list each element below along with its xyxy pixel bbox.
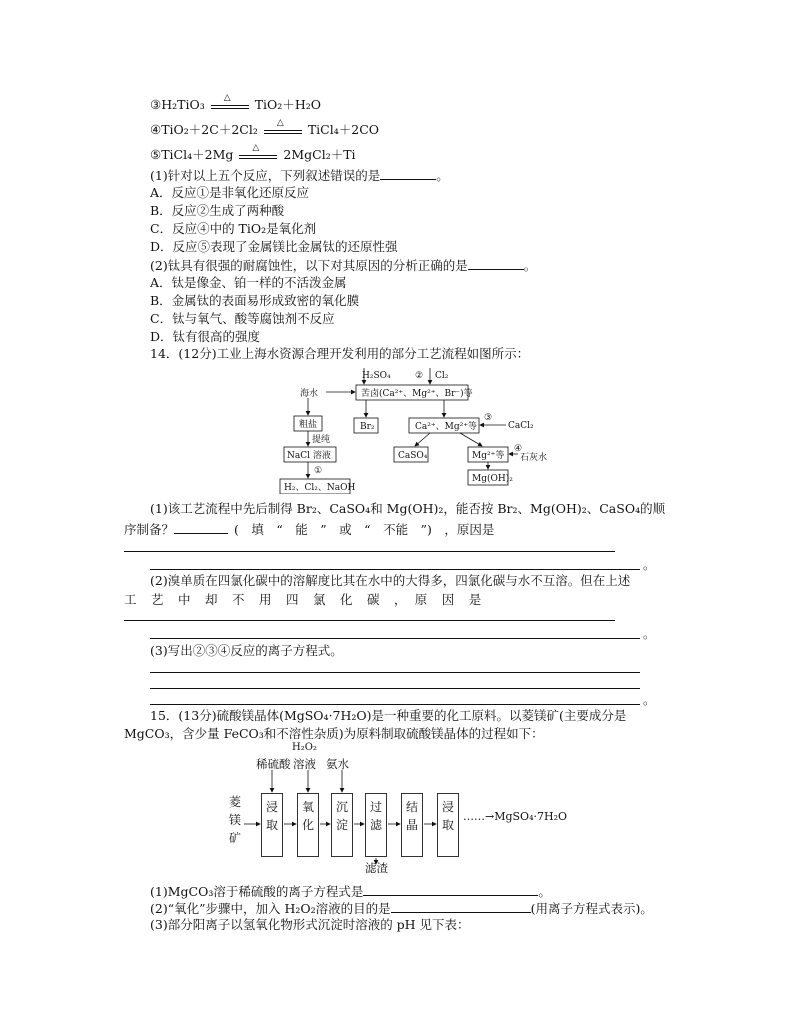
problem-14-title: 14．(12分)工业上海水资源合理开发利用的部分工艺流程如图所示： xyxy=(150,346,530,361)
step-precipitate: 沉淀 xyxy=(331,793,353,857)
problem-15-title-line1: 15．(13分)硫酸镁晶体(MgSO₄·7H₂O)是一种重要的化工原料。以菱镁矿(主要成分是 xyxy=(150,708,627,723)
reaction-3 xyxy=(150,92,321,113)
label-step3: ③ xyxy=(484,413,493,423)
problem-15-q2: (2)“氧化”步骤中，加入 H₂O₂溶液的目的是 (用离子方程式表示)。 xyxy=(150,901,653,916)
residue-label: 滤渣 xyxy=(365,861,388,875)
step-oxidize: 氧化 xyxy=(297,793,319,857)
answer-line[interactable] xyxy=(124,620,615,621)
product-mgso4: ……→MgSO₄·7H₂O xyxy=(463,810,568,823)
question-1: (1)针对以上五个反应，下列叙述错误的是 。 xyxy=(150,168,449,183)
label-step1: ① xyxy=(314,466,323,476)
problem-15-q1: (1)MgCO₃溶于稀硫酸的离子方程式是 。 xyxy=(150,884,551,899)
problem-14-q2-line1: (2)溴单质在四氯化碳中的溶解度比其在水中的大得多，四氯化碳与水不互溶。但在上述 xyxy=(150,573,631,588)
label-crude-salt: 粗盐 xyxy=(299,420,318,430)
answer-line[interactable] xyxy=(150,638,640,639)
problem-14-q1-line1: (1)该工艺流程中先后制得 Br₂、CaSO₄和 Mg(OH)₂，能否按 Br₂、Mg(OH)₂、CaSO₄的顺 xyxy=(150,501,666,516)
label-mg: Mg²⁺等 xyxy=(472,451,505,461)
heat-equal-sign: △ xyxy=(239,149,277,163)
problem-14-q3: (3)写出②③④反应的离子方程式。 xyxy=(150,643,343,658)
option-b: B．反应②生成了两种酸 xyxy=(150,203,285,218)
reagent-ammonia: 氨水 xyxy=(326,757,349,771)
problem-14-q1-line2: 序制备？ ( 填 “ 能 ” 或 “ 不能 ”) ，原因是 xyxy=(124,522,495,537)
option-c: C．反应④中的 TiO₂是氧化剂 xyxy=(150,221,317,236)
heat-equal-sign: △ xyxy=(211,99,249,113)
answer-line[interactable] xyxy=(150,704,640,705)
answer-line[interactable] xyxy=(150,569,640,570)
option-d: D．反应⑤表现了金属镁比金属钛的还原性强 xyxy=(150,239,398,254)
reaction-4 xyxy=(150,117,380,138)
label-br2: Br₂ xyxy=(360,422,375,432)
reaction-4-left: ④TiO₂＋2C＋2Cl₂ xyxy=(150,122,258,137)
seawater-flow-diagram xyxy=(270,364,550,494)
magnesium-sulfate-flow-arrows xyxy=(240,770,470,865)
label-nacl: NaCl 溶液 xyxy=(287,451,331,461)
answer-blank[interactable] xyxy=(380,167,436,180)
reaction-5-right: 2MgCl₂＋Ti xyxy=(283,147,356,162)
problem-15-title-line2: MgCO₃，含少量 FeCO₃和不溶性杂质)为原料制取硫酸镁晶体的过程如下： xyxy=(124,726,544,741)
step-leach: 浸取 xyxy=(261,793,283,857)
label-cl2: Cl₂ xyxy=(435,371,449,381)
reaction-5-left: ⑤TiCl₄＋2Mg xyxy=(150,147,234,162)
source-magnesite: 菱镁矿 xyxy=(228,795,241,845)
step-leach-2: 浸取 xyxy=(437,793,459,857)
period: 。 xyxy=(643,693,656,707)
label-step2: ② xyxy=(415,371,424,381)
reaction-5 xyxy=(150,142,356,163)
label-products: H₂、Cl₂、NaOH xyxy=(284,483,356,493)
option-c: C．钛与氧气、酸等腐蚀剂不反应 xyxy=(150,311,335,326)
label-step4: ④ xyxy=(514,444,523,454)
label-brine: 苦卤(Ca²⁺、Mg²⁺、Br⁻)等 xyxy=(361,389,473,399)
answer-blank[interactable] xyxy=(468,257,524,270)
step-crystallize: 结晶 xyxy=(401,793,423,857)
period: 。 xyxy=(643,627,656,641)
heat-equal-sign: △ xyxy=(264,124,302,138)
label-h2so4: H₂SO₄ xyxy=(362,371,391,381)
problem-15-q3: (3)部分阳离子以氢氧化物形式沉淀时溶液的 pH 见下表： xyxy=(150,917,470,932)
label-cacl2: CaCl₂ xyxy=(508,421,534,431)
answer-blank[interactable] xyxy=(391,900,531,913)
answer-line[interactable] xyxy=(150,672,640,673)
label-mgoh2: Mg(OH)₂ xyxy=(472,474,513,484)
answer-line[interactable] xyxy=(124,551,615,552)
option-a: A．反应①是非氧化还原反应 xyxy=(150,185,310,200)
reaction-4-right: TiCl₄＋2CO xyxy=(307,122,380,137)
period: 。 xyxy=(643,558,656,572)
step-filter: 过滤 xyxy=(365,793,387,857)
answer-blank[interactable] xyxy=(363,883,538,896)
option-d: D．钛有很高的强度 xyxy=(150,329,261,344)
option-b: B．金属钛的表面易形成致密的氧化膜 xyxy=(150,293,360,308)
label-ca-mg: Ca²⁺、Mg²⁺等 xyxy=(415,422,477,432)
problem-14-q2-line2: 工 艺 中 却 不 用 四 氯 化 碳 ， 原 因 是 xyxy=(124,592,483,607)
reagent-solution: 溶液 xyxy=(293,757,316,771)
question-2: (2)钛具有很强的耐腐蚀性，以下对其原因的分析正确的是 。 xyxy=(150,258,537,273)
reagent-dilute-sulfuric-acid: 稀硫酸 xyxy=(256,757,291,771)
label-lime: 石灰水 xyxy=(520,453,548,463)
option-a: A．钛是像金、铂一样的不活泼金属 xyxy=(150,275,347,290)
label-purify: 提纯 xyxy=(312,435,331,445)
reaction-3-left: ③H₂TiO₃ xyxy=(150,97,205,112)
reagent-h2o2: H₂O₂ xyxy=(292,742,317,753)
answer-line[interactable] xyxy=(150,688,640,689)
answer-blank[interactable] xyxy=(174,521,228,534)
label-caso4: CaSO₄ xyxy=(398,451,428,461)
label-seawater: 海水 xyxy=(300,389,319,399)
reaction-3-right: TiO₂＋H₂O xyxy=(254,97,321,112)
